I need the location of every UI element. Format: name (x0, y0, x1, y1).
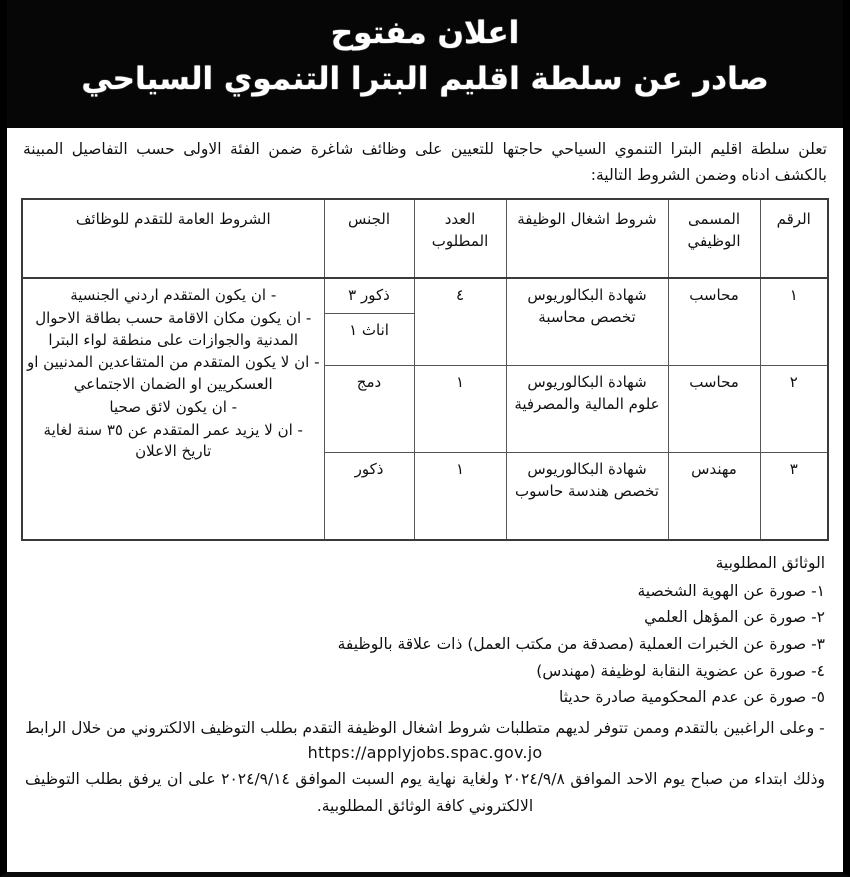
column-header-job-title: المسمى الوظيفي (668, 199, 760, 278)
column-header-general-conditions: الشروط العامة للتقدم للوظائف (22, 199, 324, 278)
cell-number: ٣ (760, 453, 828, 541)
jobs-table-head (22, 199, 828, 278)
cell-count: ٤ (414, 278, 506, 366)
cell-requirements: شهادة البكالوريوس تخصص محاسبة (506, 278, 668, 366)
application-url[interactable]: https://applyjobs.spac.gov.jo (307, 743, 543, 763)
cell-count: ١ (414, 366, 506, 453)
intro-paragraph: تعلن سلطة اقليم البترا التنموي السياحي حاجتها للتعيين على وظائف شاغرة ضمن الفئة الاولى حسب التفاصيل المبينة بالكشف ادناه وضمن الشروط التالية: (23, 140, 827, 184)
cell-number: ٢ (760, 366, 828, 453)
table-header-row (22, 199, 828, 278)
cell-gender: دمج (324, 366, 414, 453)
announcement-body (7, 128, 843, 820)
cell-job-title: محاسب (668, 278, 760, 366)
column-header-count: العدد المطلوب (414, 199, 506, 278)
condition-item: - ان يكون المتقدم اردني الجنسية (70, 286, 277, 305)
gender-male-count: ذكور ٣ (325, 279, 414, 314)
cell-gender (324, 278, 414, 366)
column-header-requirements: شروط اشغال الوظيفة (506, 199, 668, 278)
header-title-line1: اعلان مفتوح (330, 15, 520, 51)
condition-item: - ان لا يزيد عمر المتقدم عن ٣٥ سنة لغاية تاريخ الاعلان (43, 420, 303, 461)
document-item: ٤- صورة عن عضوية النقابة لوظيفة (مهندس) (536, 661, 825, 680)
jobs-table-body (22, 278, 828, 540)
apply-instructions: - وعلى الراغبين بالتقدم وممن تتوفر لديهم متطلبات شروط اشغال الوظيفة التقدم بطلب التوظيف الالكتروني من خلال الرابط (25, 719, 825, 738)
column-header-gender: الجنس (324, 199, 414, 278)
required-documents-section (21, 541, 829, 711)
jobs-table (21, 198, 829, 541)
cell-number: ١ (760, 278, 828, 366)
header-title-line2: صادر عن سلطة اقليم البترا التنموي السياحي (81, 60, 769, 97)
cell-job-title: مهندس (668, 453, 760, 541)
cell-general-conditions (22, 278, 324, 540)
condition-item: - ان يكون لائق صحيا (109, 397, 238, 416)
document-item: ٢- صورة عن المؤهل العلمي (644, 608, 825, 627)
cell-count: ١ (414, 453, 506, 541)
column-header-number: الرقم (760, 199, 828, 278)
document-item: ٣- صورة عن الخبرات العملية (مصدقة من مكتب العمل) ذات علاقة بالوظيفة (337, 635, 825, 654)
cell-job-title: محاسب (668, 366, 760, 453)
document-item: ٥- صورة عن عدم المحكومية صادرة حديثا (559, 688, 825, 707)
gender-female-count: اناث ١ (349, 320, 389, 339)
condition-item: - ان يكون مكان الاقامة حسب بطاقة الاحوال المدنية والجوازات على منطقة لواء البترا (35, 308, 312, 349)
cell-gender: ذكور (324, 453, 414, 541)
table-row (22, 278, 828, 366)
cell-requirements: شهادة البكالوريوس علوم المالية والمصرفية (506, 366, 668, 453)
document-item: ١- صورة عن الهوية الشخصية (637, 581, 825, 600)
cell-requirements: شهادة البكالوريوس تخصص هندسة حاسوب (506, 453, 668, 541)
announcement-header (7, 0, 843, 128)
closing-dates-note: وذلك ابتداء من صباح يوم الاحد الموافق ٢٠٢٤/٩/٨ ولغاية نهاية يوم السبت الموافق ٢٠٢٤/٩/١٤ على ان يرفق بطلب التوظيف الالكتروني كافة الوثائق المطلوبية. (25, 770, 826, 816)
documents-title: الوثائق المطلوبية (715, 554, 825, 573)
condition-item: - ان لا يكون المتقدم من المتقاعدين المدنيين او العسكريين او الضمان الاجتماعي (26, 353, 320, 394)
